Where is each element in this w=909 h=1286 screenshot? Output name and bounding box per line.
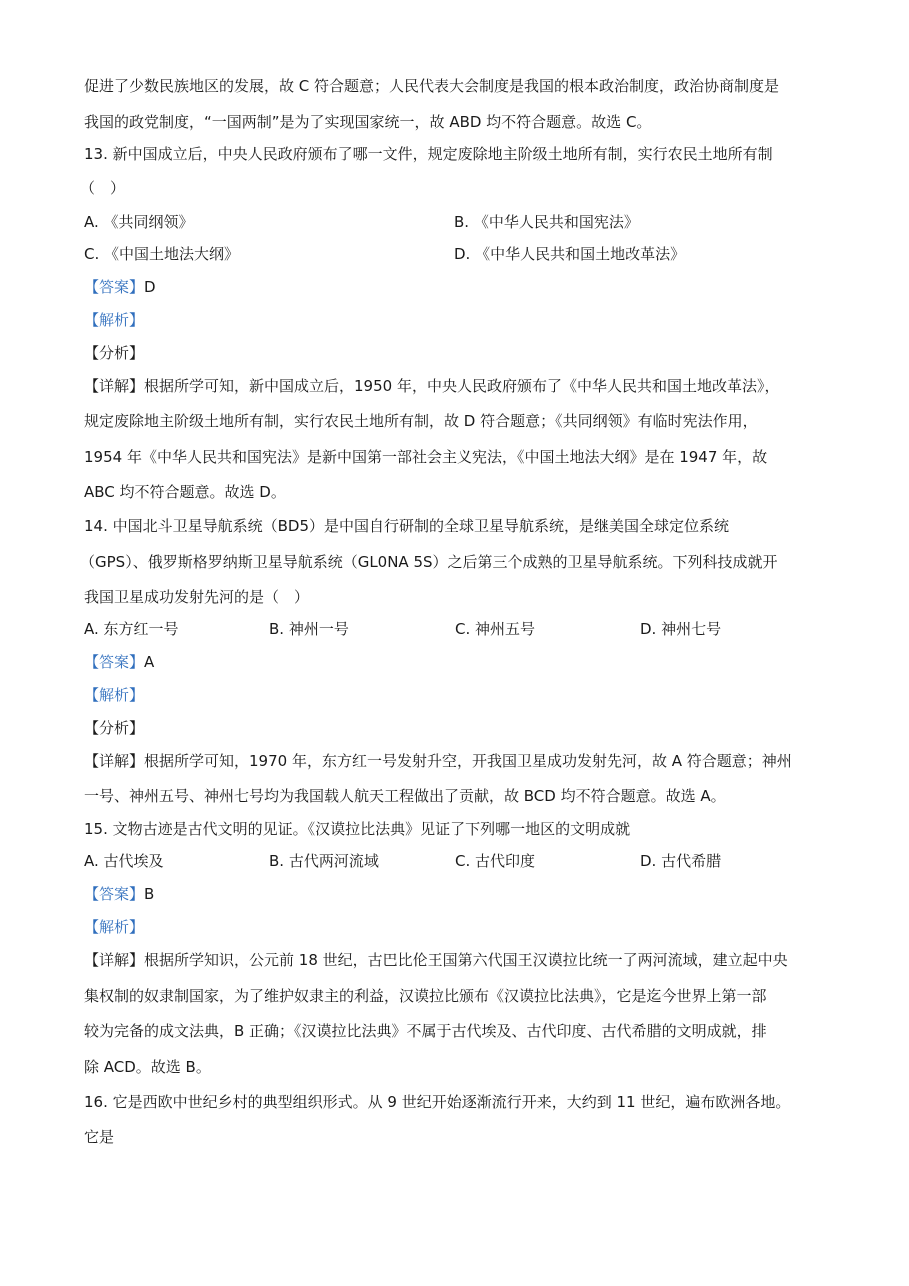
q15-stem-line-1: 15. 文物古迹是古代文明的见证。《汉谟拉比法典》见证了下列哪一地区的文明成就: [84, 820, 631, 838]
q14-option-b: B. 神州一号: [269, 620, 349, 638]
answer-label: 【答案】: [84, 885, 145, 903]
q13-jiexi-label: 【解析】: [84, 311, 145, 329]
q15-option-d: D. 古代希腊: [640, 852, 722, 870]
q14-jiexi-label: 【解析】: [84, 686, 145, 704]
answer-value: D: [144, 278, 156, 296]
q14-option-a: A. 东方红一号: [84, 620, 179, 638]
q14-stem-line-3: 我国卫星成功发射先河的是（ ）: [84, 588, 310, 606]
answer-value: B: [144, 885, 155, 903]
q13-option-d: D. 《中华人民共和国土地改革法》: [454, 245, 686, 263]
q15-detail-line-2: 集权制的奴隶制国家，为了维护奴隶主的利益，汉谟拉比颁布《汉谟拉比法典》，它是迄今世界上第一部: [84, 987, 767, 1005]
intro-line-2: 我国的政党制度，“一国两制”是为了实现国家统一，故 ABD 均不符合题意。故选 C。: [84, 113, 652, 131]
q16-stem-line-2: 它是: [84, 1128, 115, 1146]
q13-detail-line-4: ABC 均不符合题意。故选 D。: [84, 483, 286, 501]
q14-option-c: C. 神州五号: [455, 620, 536, 638]
q15-option-b: B. 古代两河流域: [269, 852, 379, 870]
q13-stem-line-1: 13. 新中国成立后，中央人民政府颁布了哪一文件，规定废除地主阶级土地所有制，实行农民土地所有制: [84, 145, 773, 163]
q14-fenxi-label: 【分析】: [84, 719, 145, 737]
q15-option-a: A. 古代埃及: [84, 852, 164, 870]
q14-answer: [84, 646, 154, 679]
q13-stem-line-2: （ ）: [80, 179, 126, 197]
detail-label: 【详解】: [84, 752, 145, 770]
answer-value: A: [144, 653, 155, 671]
q14-detail-line-1: 【详解】根据所学可知，1970 年，东方红一号发射升空，开我国卫星成功发射先河，故 A 符合题意；神州: [84, 752, 792, 770]
q14-detail-line-2: 一号、神州五号、神州七号均为我国载人航天工程做出了贡献，故 BCD 均不符合题意。故选 A。: [84, 787, 726, 805]
answer-label: 【答案】: [84, 653, 145, 671]
q13-detail-line-1: 【详解】根据所学可知，新中国成立后，1950 年，中央人民政府颁布了《中华人民共和国土地改革法》，: [84, 377, 780, 395]
q14-stem-line-1: 14. 中国北斗卫星导航系统（BD5）是中国自行研制的全球卫星导航系统，是继美国全球定位系统: [84, 517, 730, 535]
q15-detail-line-4: 除 ACD。故选 B。: [84, 1058, 211, 1076]
detail-label: 【详解】: [84, 377, 145, 395]
answer-label: 【答案】: [84, 278, 145, 296]
q13-option-a: A. 《共同纲领》: [84, 213, 194, 231]
q13-option-b: B. 《中华人民共和国宪法》: [454, 213, 639, 231]
q14-stem-line-2: （GPS）、俄罗斯格罗纳斯卫星导航系统（GL0NA 5S）之后第三个成熟的卫星导航系统。下列科技成就开: [80, 553, 778, 571]
q13-detail-line-2: 规定废除地主阶级土地所有制，实行农民土地所有制，故 D 符合题意；《共同纲领》有临时宪法作用，: [84, 412, 758, 430]
q13-option-c: C. 《中国土地法大纲》: [84, 245, 240, 263]
q15-detail-line-3: 较为完备的成文法典，B 正确；《汉谟拉比法典》不属于古代埃及、古代印度、古代希腊的文明成就，排: [84, 1022, 767, 1040]
q16-stem-line-1: 16. 它是西欧中世纪乡村的典型组织形式。从 9 世纪开始逐渐流行开来，大约到 11 世纪，遍布欧洲各地。: [84, 1093, 791, 1111]
intro-line-1: 促进了少数民族地区的发展，故 C 符合题意；人民代表大会制度是我国的根本政治制度，政治协商制度是: [84, 77, 780, 95]
q13-answer: [84, 271, 156, 304]
q15-answer: [84, 878, 154, 911]
q15-option-c: C. 古代印度: [455, 852, 536, 870]
q13-detail-line-3: 1954 年《中华人民共和国宪法》是新中国第一部社会主义宪法，《中国土地法大纲》是在 1947 年，故: [84, 448, 768, 466]
q15-detail-line-1: 【详解】根据所学知识，公元前 18 世纪，古巴比伦王国第六代国王汉谟拉比统一了两河流域，建立起中央: [84, 951, 788, 969]
q14-option-d: D. 神州七号: [640, 620, 722, 638]
q15-jiexi-label: 【解析】: [84, 918, 145, 936]
detail-label: 【详解】: [84, 951, 145, 969]
q13-fenxi-label: 【分析】: [84, 344, 145, 362]
